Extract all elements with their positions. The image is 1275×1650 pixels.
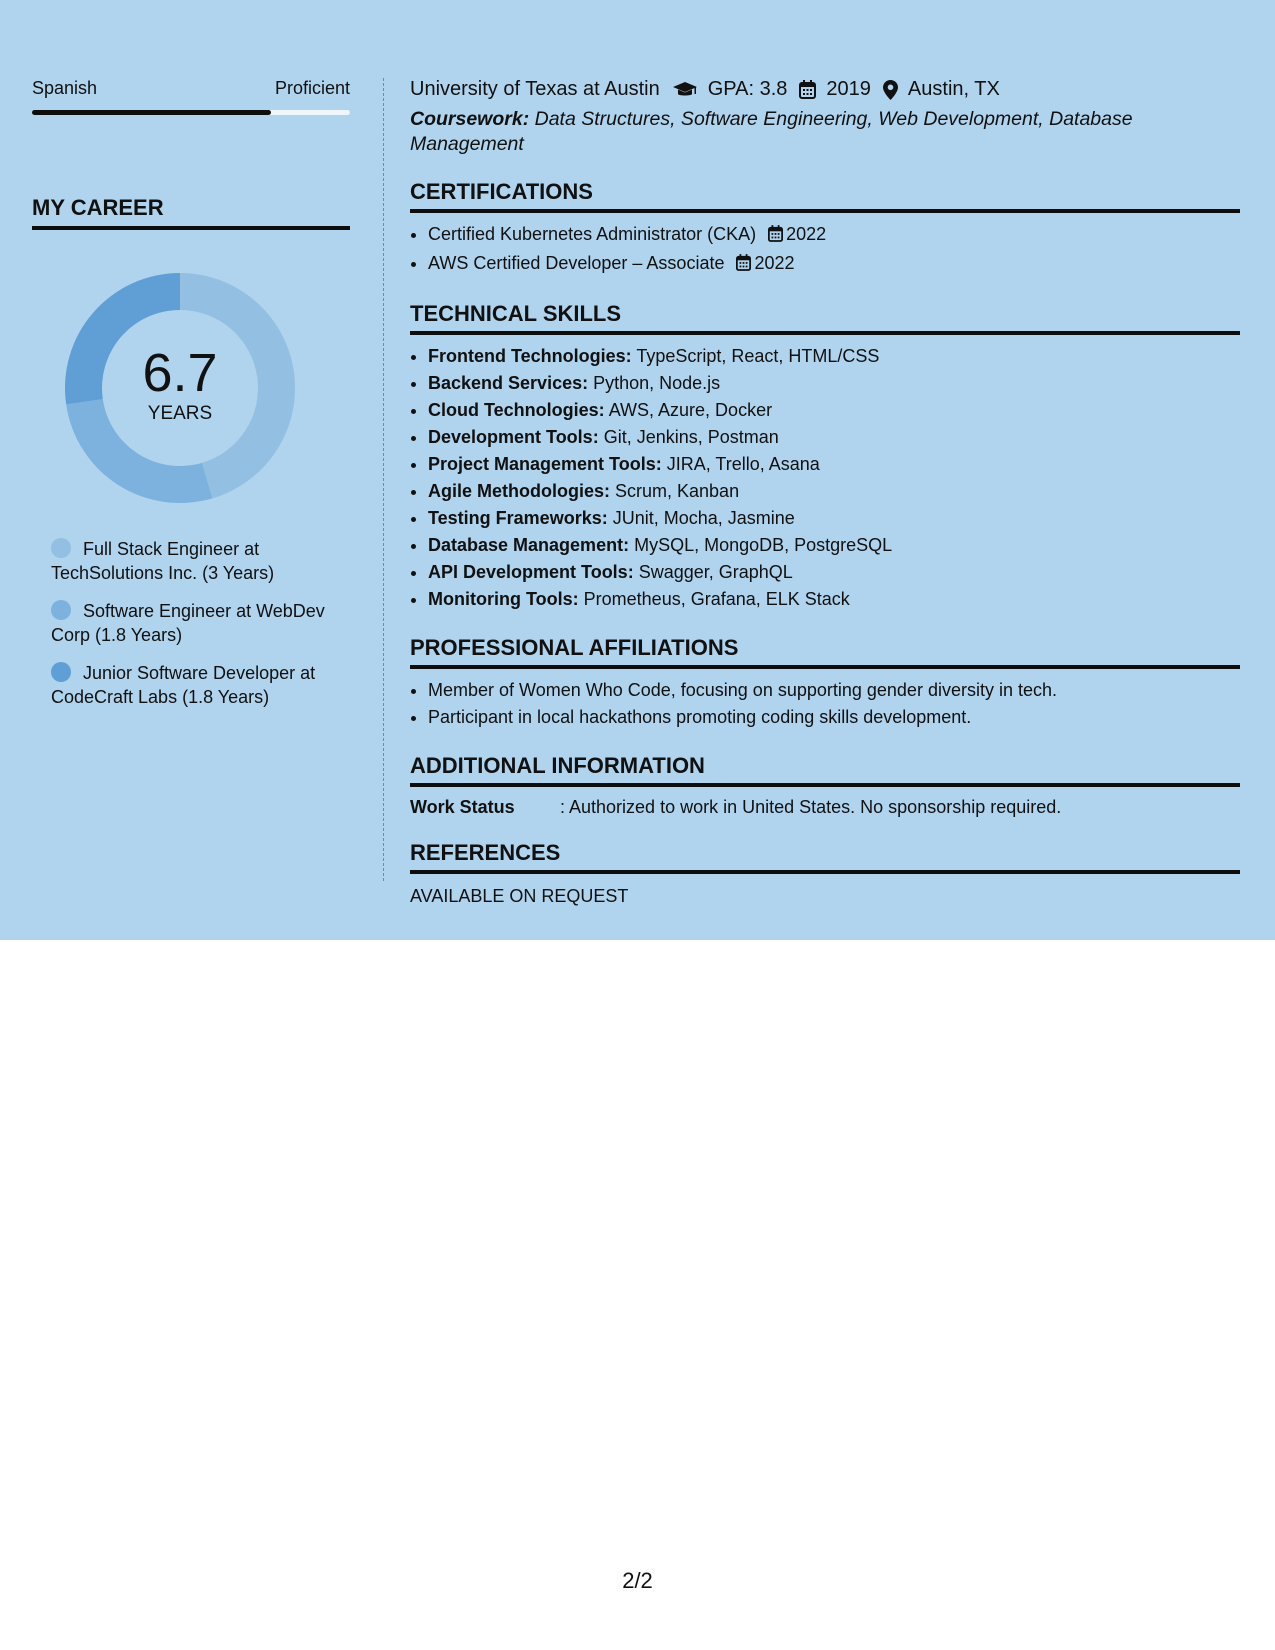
skill-label: API Development Tools: xyxy=(428,562,634,582)
certification-name: Certified Kubernetes Administrator (CKA) xyxy=(428,224,757,244)
education-section xyxy=(410,78,1240,157)
right-column xyxy=(410,78,1240,907)
skill-label: Backend Services: xyxy=(428,373,589,393)
legend-dot xyxy=(51,662,71,682)
skill-value: JIRA, Trello, Asana xyxy=(666,454,820,474)
career-legend xyxy=(32,537,350,709)
skill-item xyxy=(428,532,1240,559)
skill-label: Monitoring Tools: xyxy=(428,589,579,609)
certification-year: 2022 xyxy=(786,224,827,244)
skill-item xyxy=(428,397,1240,424)
education-school: University of Texas at Austin xyxy=(410,78,660,100)
skill-item xyxy=(428,478,1240,505)
certifications-heading: CERTIFICATIONS xyxy=(410,179,1240,213)
certification-name: AWS Certified Developer – Associate xyxy=(428,253,725,273)
certification-item xyxy=(428,250,1240,279)
legend-label: Software Engineer at WebDev Corp (1.8 Years) xyxy=(51,601,325,645)
coursework-label: Coursework: xyxy=(410,108,530,130)
career-legend-item xyxy=(51,599,350,647)
skill-label: Cloud Technologies: xyxy=(428,400,605,420)
skill-value: JUnit, Mocha, Jasmine xyxy=(612,508,795,528)
skill-value: Swagger, GraphQL xyxy=(638,562,793,582)
skill-item xyxy=(428,451,1240,478)
references-text: AVAILABLE ON REQUEST xyxy=(410,886,629,906)
affiliations-list xyxy=(410,677,1240,731)
language-skill xyxy=(32,78,350,115)
skill-value: Python, Node.js xyxy=(593,373,721,393)
additional-heading: ADDITIONAL INFORMATION xyxy=(410,753,1240,787)
skill-value: Prometheus, Grafana, ELK Stack xyxy=(583,589,850,609)
skill-label: Agile Methodologies: xyxy=(428,481,610,501)
education-coursework xyxy=(410,107,1240,157)
language-level: Proficient xyxy=(274,78,350,98)
skill-item xyxy=(428,370,1240,397)
certifications-list xyxy=(410,221,1240,279)
certification-year: 2022 xyxy=(754,253,795,273)
skill-item xyxy=(428,586,1240,613)
left-column xyxy=(32,78,350,723)
location-pin-icon xyxy=(883,80,898,100)
skill-label: Frontend Technologies: xyxy=(428,346,632,366)
skills-heading: TECHNICAL SKILLS xyxy=(410,301,1240,335)
career-legend-item xyxy=(51,661,350,709)
skill-label: Project Management Tools: xyxy=(428,454,662,474)
education-gpa: GPA: 3.8 xyxy=(707,78,788,100)
skill-value: TypeScript, React, HTML/CSS xyxy=(636,346,880,366)
skill-label: Testing Frameworks: xyxy=(428,508,608,528)
skill-item xyxy=(428,505,1240,532)
coursework-text: Data Structures, Software Engineering, Web Development, Database Management xyxy=(410,108,1133,155)
donut-center-label xyxy=(65,345,295,425)
career-heading: MY CAREER xyxy=(32,195,350,230)
references-heading: REFERENCES xyxy=(410,840,1240,874)
graduation-cap-icon xyxy=(672,81,698,99)
career-unit: YEARS xyxy=(147,403,213,424)
skill-label: Database Management: xyxy=(428,535,630,555)
certification-item xyxy=(428,221,1240,250)
language-name: Spanish xyxy=(32,78,98,98)
skill-value: Scrum, Kanban xyxy=(615,481,740,501)
affiliation-item: • Member of Women Who Code, focusing on supporting gender diversity in tech. xyxy=(428,677,1240,704)
work-status xyxy=(410,797,1240,818)
skill-item xyxy=(428,424,1240,451)
legend-label: Full Stack Engineer at TechSolutions Inc. (3 Years) xyxy=(51,539,275,583)
skill-item xyxy=(428,343,1240,370)
column-divider xyxy=(383,78,384,881)
skill-item xyxy=(428,559,1240,586)
skill-value: Git, Jenkins, Postman xyxy=(603,427,779,447)
skill-value: MySQL, MongoDB, PostgreSQL xyxy=(634,535,893,555)
calendar-icon xyxy=(736,252,751,279)
legend-dot xyxy=(51,538,71,558)
calendar-icon xyxy=(799,80,816,99)
legend-label: Junior Software Developer at CodeCraft Labs (1.8 Years) xyxy=(51,663,316,707)
education-year: 2019 xyxy=(826,78,871,100)
work-status-label: Work Status xyxy=(410,797,515,817)
skills-list xyxy=(410,343,1240,613)
career-total-years: 6.7 xyxy=(142,343,218,403)
education-location: Austin, TX xyxy=(907,78,1000,100)
skill-value: AWS, Azure, Docker xyxy=(608,400,773,420)
page-number: 2/2 xyxy=(622,1568,653,1593)
language-proficiency-bar xyxy=(32,110,350,115)
affiliation-item: • Participant in local hackathons promoting coding skills development. xyxy=(428,704,1240,731)
language-proficiency-fill xyxy=(32,110,271,115)
career-donut-chart xyxy=(65,273,295,503)
affiliations-heading: PROFESSIONAL AFFILIATIONS xyxy=(410,635,1240,669)
career-legend-item xyxy=(51,537,350,585)
legend-dot xyxy=(51,600,71,620)
skill-label: Development Tools: xyxy=(428,427,599,447)
calendar-icon xyxy=(768,223,783,250)
work-status-value: : Authorized to work in United States. No sponsorship required. xyxy=(560,797,1062,817)
